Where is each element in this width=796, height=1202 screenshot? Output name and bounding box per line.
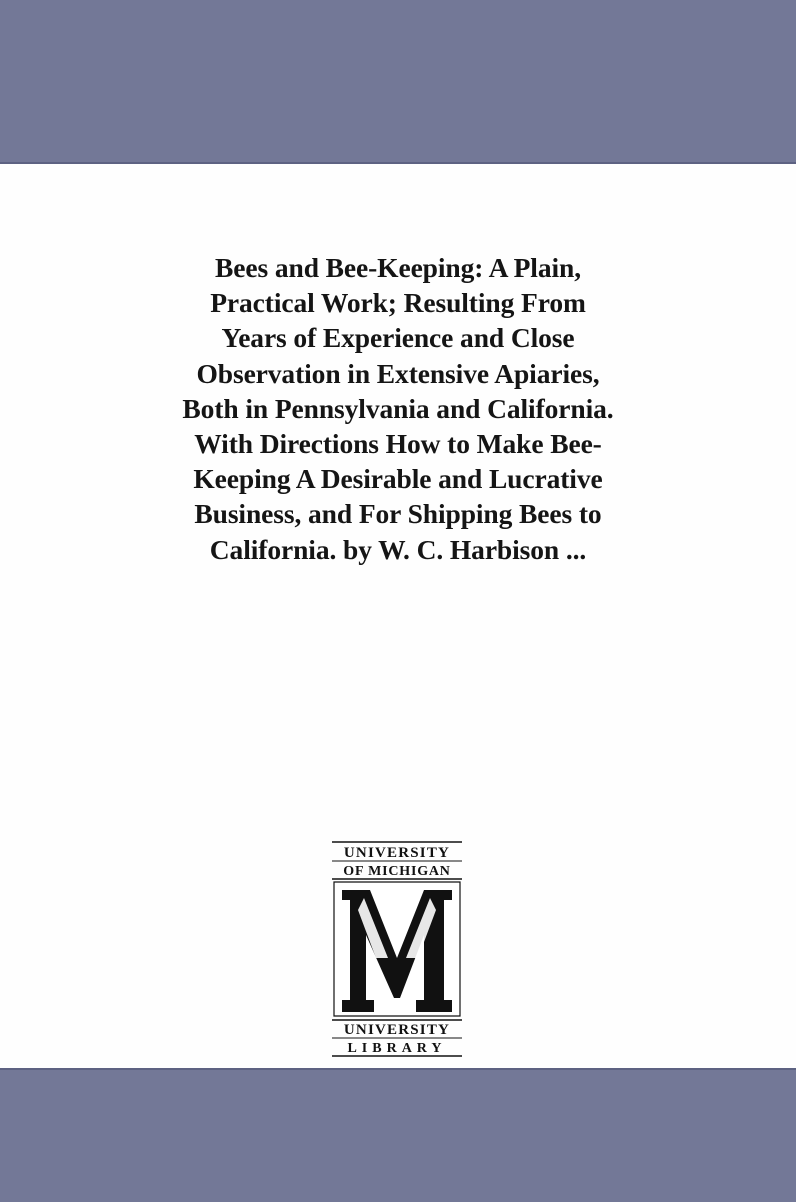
university-of-michigan-library-logo (330, 840, 464, 1060)
logo-svg (330, 840, 464, 1060)
book-title (98, 250, 698, 567)
title-line-1: Bees and Bee-Keeping: A Plain, (215, 252, 581, 283)
title-line-8: Business, and For Shipping Bees to (194, 498, 602, 530)
logo-top-line-2: OF MICHIGAN (343, 864, 451, 879)
logo-top-line-1: UNIVERSITY (343, 845, 451, 861)
title-line-2: Practical Work; Resulting From (210, 287, 586, 319)
title-line-5: Both in Pennsylvania and California. (182, 392, 614, 424)
title-line-3: Years of Experience and Close (221, 322, 575, 354)
title-line-9: California. by W. C. Harbison ... (209, 533, 587, 565)
title-line-4: Observation in Extensive Apiaries, (196, 357, 600, 389)
top-color-band (0, 0, 796, 164)
bottom-color-band (0, 1068, 796, 1202)
title-line-6: With Directions How to Make Bee- (194, 428, 602, 460)
title-line-7: Keeping A Desirable and Lucrative (193, 463, 603, 495)
m-emblem (334, 882, 460, 1016)
logo-bottom-line-2: LIBRARY (347, 1041, 447, 1056)
logo-bottom-line-1: UNIVERSITY (343, 1022, 451, 1038)
